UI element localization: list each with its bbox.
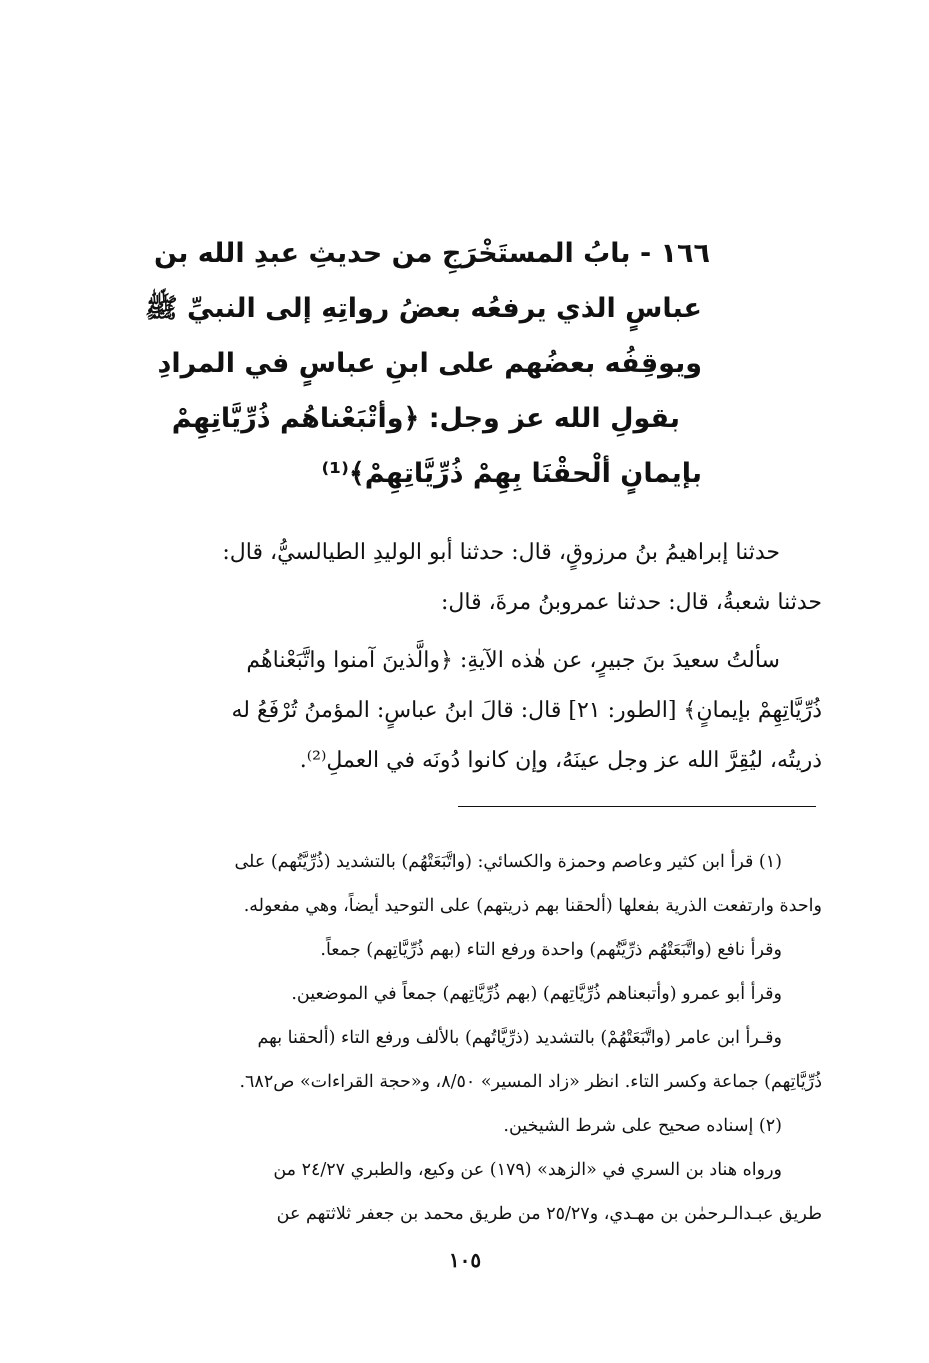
heading-line: بقولِ الله عز وجل: ﴿وأتْبَعْناهُم ذُرِّيَّاتِهِمْ <box>171 403 680 434</box>
heading-line: ١٦٦ - بابُ المستَخْرَجِ من حديثِ عبدِ الله بن <box>153 238 710 269</box>
matn-paragraph <box>110 636 822 786</box>
footnote-line: (١) قرأ ابن كثير وعاصم وحمزة والكسائي: (واتَّبَعَتْهُم) بالتشديد (ذُرِّيَّتُهم) على <box>234 852 782 872</box>
footnote-line: واحدة وارتفعت الذرية بفعلها (ألحقنا بهم ذريتهم) على التوحيد أيضاً، وهي مفعوله. <box>243 896 822 916</box>
text-line: سألتُ سعيدَ بنَ جبيرٍ، عن هٰذه الآيةِ: ﴿والَّذينَ آمنوا واتَّبَعْناهُم <box>246 648 780 673</box>
footnote-line: ورواه هناد بن السري في «الزهد» (١٧٩) عن وكيع، والطبري ٢٤/٢٧ من <box>273 1160 782 1180</box>
isnad-paragraph <box>110 528 822 628</box>
footnote-line: طريق عبـدالـرحمٰن بن مهـدي، و٢٥/٢٧ من طريق محمد بن جعفر ثلاثتهم عن <box>276 1204 822 1224</box>
footnote-line: (٢) إسناده صحيح على شرط الشيخين. <box>503 1116 782 1136</box>
text-line: حدثنا شعبةُ، قال: حدثنا عمروبنُ مرةَ، قال: <box>440 590 822 615</box>
footnotes <box>110 840 822 1236</box>
footnote-line: وقرأ أبو عمرو (وأتبعناهم ذُرِّيَّاتِهم) (بهم ذُرِّيَّاتِهم) جمعاً في الموضعين. <box>291 984 782 1004</box>
footnote-line: وقـرأ ابن عامر (واتَّبَعَتْهُمْ) بالتشديد (ذرِّيَّاتُهم) بالألف ورفع التاء (ألحقنا بهم <box>257 1028 782 1048</box>
heading-line: ويوقِفُه بعضُهم على ابنِ عباسٍ في المرادِ <box>157 348 702 379</box>
text-line: ذريتُه، ليُقِرَّ الله عز وجل عينَهُ، وإن كانوا دُونَه في العملِ⁽²⁾. <box>299 748 822 773</box>
heading-line: بإيمانٍ ألْحقْنَا بِهِمْ ذُرِّيَّاتِهِمْ﴾⁽¹⁾ <box>321 458 702 489</box>
text-line: حدثنا إبراهيمُ بنُ مرزوقٍ، قال: حدثنا أبو الوليدِ الطيالسيُّ، قال: <box>222 540 780 565</box>
heading-line: عباسٍ الذي يرفعُه بعضُ رواتِهِ إلى النبيِّ ﷺ <box>144 293 702 324</box>
chapter-heading <box>144 226 710 501</box>
footnote-separator <box>458 806 816 807</box>
footnote-line: وقرأ نافع (واتَّبَعَتْهُم ذرِّيَّتُهم) واحدة ورفع التاء (بهم ذُرِّيَّاتِهم) جمعاً. <box>320 940 782 960</box>
text-line: ذُرِّيَّاتِهِمْ بإيمانٍ﴾ [الطور: ٢١] قال: قالَ ابنُ عباسٍ: المؤمنُ تُرْفَعُ له <box>231 698 822 723</box>
footnote-line: ذُرِّيَّاتِهم) جماعة وكسر التاء. انظر «زاد المسير» ٨/٥٠، و«حجة القراءات» ص٦٨٢. <box>239 1072 822 1092</box>
page-number: ١٠٥ <box>448 1248 482 1272</box>
